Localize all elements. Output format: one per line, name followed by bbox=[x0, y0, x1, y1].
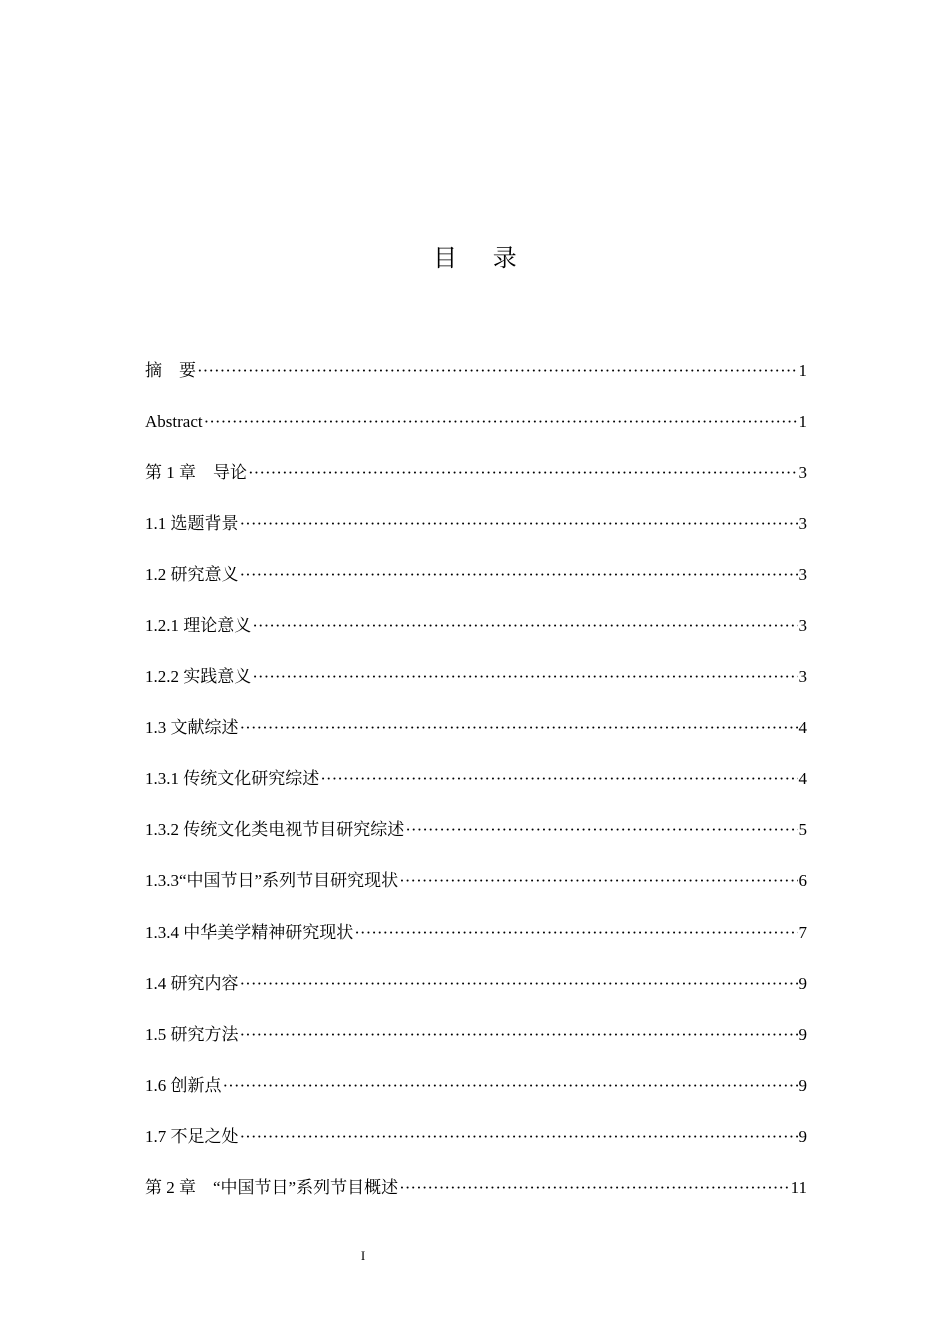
dot-leader bbox=[248, 458, 798, 488]
toc-entry-1-5[interactable] bbox=[145, 1020, 807, 1071]
toc-entry-page: 6 bbox=[798, 871, 807, 891]
toc-entry-label: 1.7 不足之处 bbox=[145, 1126, 239, 1146]
toc-entry-label: 1.4 研究内容 bbox=[145, 973, 239, 993]
table-of-contents bbox=[145, 356, 807, 1224]
toc-entry-label: 1.2 研究意义 bbox=[145, 565, 239, 585]
page-title: 目 录 bbox=[433, 244, 531, 272]
dot-leader bbox=[399, 1173, 790, 1203]
toc-entry-page: 9 bbox=[798, 1024, 807, 1044]
toc-entry-page: 1 bbox=[798, 361, 807, 380]
toc-entry-label: 1.3 文献综述 bbox=[145, 718, 239, 738]
toc-entry-chapter-2[interactable] bbox=[145, 1173, 807, 1224]
toc-entry-page: 9 bbox=[798, 1075, 807, 1095]
toc-entry-page: 7 bbox=[798, 922, 807, 942]
dot-leader bbox=[240, 1020, 798, 1050]
toc-entry-1-1[interactable] bbox=[145, 509, 807, 560]
toc-entry-label: 1.2.2 实践意义 bbox=[145, 667, 252, 687]
toc-entry-label: Abstract bbox=[145, 412, 203, 432]
toc-entry-1-6[interactable] bbox=[145, 1071, 807, 1122]
dot-leader bbox=[240, 509, 798, 539]
toc-entry-label: 1.6 创新点 bbox=[145, 1075, 222, 1095]
toc-entry-abstract-en[interactable] bbox=[145, 407, 807, 458]
toc-entry-page: 3 bbox=[798, 514, 807, 534]
dot-leader bbox=[399, 866, 797, 896]
dot-leader bbox=[204, 407, 798, 437]
dot-leader bbox=[240, 1122, 798, 1152]
toc-entry-label: 第 2 章 “中国节日”系列节目概述 bbox=[145, 1177, 399, 1197]
dot-leader bbox=[252, 662, 797, 692]
dot-leader bbox=[223, 1071, 798, 1101]
toc-entry-page: 11 bbox=[790, 1177, 807, 1197]
toc-entry-1-3-1[interactable] bbox=[145, 764, 807, 815]
toc-entry-label: 1.3.1 传统文化研究综述 bbox=[145, 769, 320, 789]
dot-leader bbox=[252, 611, 797, 641]
toc-entry-page: 5 bbox=[798, 820, 807, 840]
toc-entry-1-3[interactable] bbox=[145, 713, 807, 764]
toc-entry-label: 1.3.4 中华美学精神研究现状 bbox=[145, 922, 354, 942]
toc-entry-chapter-1[interactable] bbox=[145, 458, 807, 509]
dot-leader bbox=[405, 815, 797, 845]
toc-entry-label: 1.2.1 理论意义 bbox=[145, 616, 252, 636]
toc-entry-label: 摘 要 bbox=[145, 361, 196, 380]
dot-leader bbox=[240, 969, 798, 999]
dot-leader bbox=[240, 560, 798, 590]
toc-entry-1-2-1[interactable] bbox=[145, 611, 807, 662]
toc-entry-1-3-2[interactable] bbox=[145, 815, 807, 866]
toc-entry-1-2-2[interactable] bbox=[145, 662, 807, 713]
dot-leader bbox=[197, 356, 798, 386]
toc-entry-page: 9 bbox=[798, 973, 807, 993]
dot-leader bbox=[354, 918, 797, 948]
toc-entry-1-4[interactable] bbox=[145, 969, 807, 1020]
toc-entry-1-2[interactable] bbox=[145, 560, 807, 611]
page-number: I bbox=[360, 1248, 366, 1263]
toc-entry-label: 第 1 章 导论 bbox=[145, 463, 247, 483]
toc-entry-1-7[interactable] bbox=[145, 1122, 807, 1173]
toc-entry-page: 4 bbox=[798, 769, 807, 789]
toc-entry-label: 1.5 研究方法 bbox=[145, 1024, 239, 1044]
toc-entry-page: 9 bbox=[798, 1126, 807, 1146]
toc-entry-page: 3 bbox=[798, 616, 807, 636]
toc-entry-label: 1.3.2 传统文化类电视节目研究综述 bbox=[145, 820, 405, 840]
toc-entry-page: 4 bbox=[798, 718, 807, 738]
toc-entry-1-3-3[interactable] bbox=[145, 866, 807, 917]
toc-entry-page: 3 bbox=[798, 463, 807, 483]
toc-entry-page: 3 bbox=[798, 667, 807, 687]
toc-entry-1-3-4[interactable] bbox=[145, 918, 807, 969]
toc-entry-page: 1 bbox=[798, 412, 807, 432]
toc-entry-label: 1.1 选题背景 bbox=[145, 514, 239, 534]
toc-entry-abstract-cn[interactable] bbox=[145, 356, 807, 407]
dot-leader bbox=[240, 713, 798, 743]
toc-entry-label: 1.3.3“中国节日”系列节目研究现状 bbox=[145, 871, 399, 891]
toc-entry-page: 3 bbox=[798, 565, 807, 585]
dot-leader bbox=[320, 764, 797, 794]
